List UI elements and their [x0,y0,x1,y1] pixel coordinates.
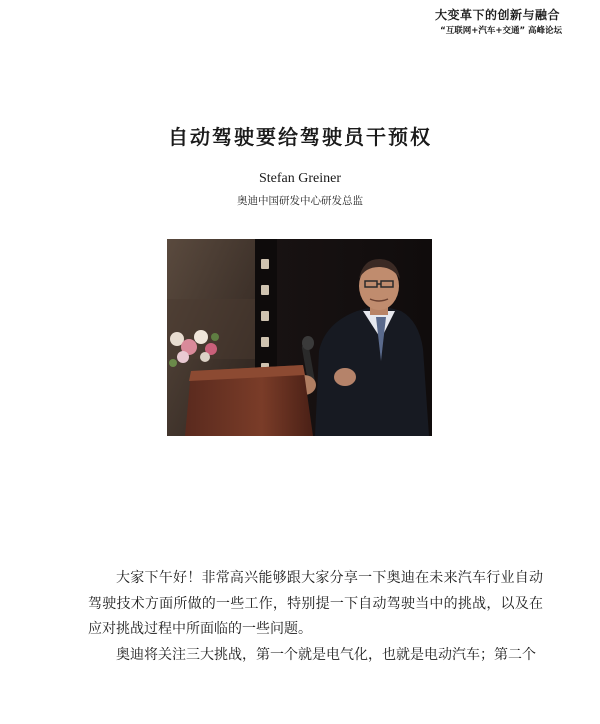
header-forum-subtitle: “互联网+汽车+交通” 高峰论坛 [440,26,562,36]
body-paragraph: 奥迪将关注三大挑战，第一个就是电气化，也就是电动汽车；第二个 [116,646,536,663]
body-paragraph: 大家下午好！非常高兴能够跟大家分享一下奥迪在未来汽车行业自动驾驶技术方面所做的一些工作，特别提一下自动驾驶当中的挑战，以及在应对挑战过程中所面临的一些问题。 [88,570,543,637]
header-forum-title: 大变革下的创新与融合 [434,8,560,22]
author-affiliation: 奥迪中国研发中心研发总监 [237,195,363,207]
author-name: Stefan Greiner [258,171,342,186]
article-body [88,566,543,668]
article-title: 自动驾驶要给驾驶员干预权 [168,125,432,149]
speaker-photo [167,239,432,436]
